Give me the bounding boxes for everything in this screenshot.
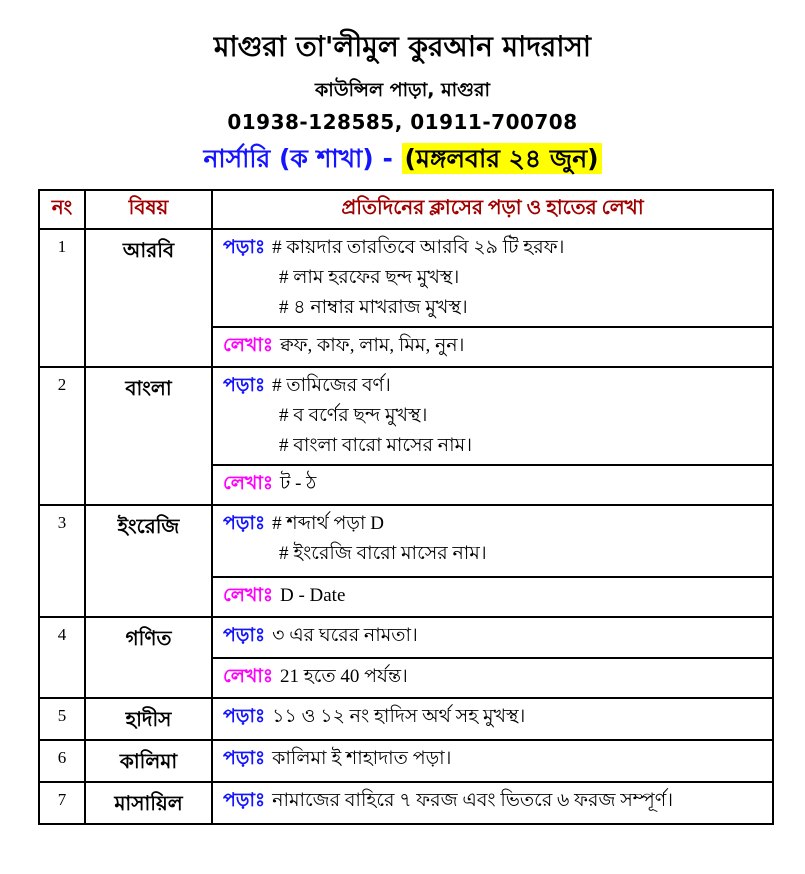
row-serial: 7 (39, 782, 85, 824)
table-row (39, 617, 773, 658)
header-serial: নং (39, 190, 85, 229)
pora-label: পড়াঃ (223, 625, 266, 646)
lekha-text: 21 হতে 40 পর্যন্ত। (279, 666, 408, 687)
row-serial: 6 (39, 740, 85, 782)
table-header-row (39, 190, 773, 229)
lekha-label: লেখাঃ (223, 666, 273, 687)
pora-line: # লাম হরফের ছন্দ মুখস্থ। (279, 267, 460, 288)
pora-cell (212, 367, 773, 465)
class-date-line (0, 143, 805, 175)
lekha-label: লেখাঃ (223, 473, 273, 494)
pora-line: কালিমা ই শাহাদাত পড়া। (272, 748, 452, 769)
class-name: নার্সারি (ক শাখা) - (203, 144, 402, 173)
table-row (39, 698, 773, 740)
pora-label: পড়াঃ (223, 790, 266, 811)
pora-cell (212, 617, 773, 658)
pora-line: # শব্দার্থ পড়া D (272, 513, 384, 534)
lekha-text: D - Date (279, 585, 346, 606)
lekha-label: লেখাঃ (223, 335, 273, 356)
row-subject: বাংলা (85, 367, 212, 505)
pora-cell (212, 740, 773, 782)
address-line: কাউন্সিল পাড়া, মাগুরা (315, 79, 490, 101)
row-serial: 3 (39, 505, 85, 617)
table-row (39, 367, 773, 465)
pora-line: # তামিজের বর্ণ। (272, 375, 391, 396)
row-subject: গণিত (85, 617, 212, 698)
pora-line: ৩ এর ঘরের নামতা। (272, 625, 418, 646)
row-subject: ইংরেজি (85, 505, 212, 617)
table-row (39, 229, 773, 327)
pora-line: # ব বর্ণের ছন্দ মুখস্থ। (279, 405, 428, 426)
lekha-text: ট - ঠ (279, 473, 317, 494)
row-subject: আরবি (85, 229, 212, 367)
table-row (39, 740, 773, 782)
row-serial: 5 (39, 698, 85, 740)
row-subject: মাসায়িল (85, 782, 212, 824)
pora-line: # ৪ নাম্বার মাখরাজ মুখস্থ। (279, 297, 468, 318)
header-lessons: প্রতিদিনের ক্লাসের পড়া ও হাতের লেখা (212, 190, 773, 229)
header-subject: বিষয় (85, 190, 212, 229)
row-serial: 1 (39, 229, 85, 367)
lekha-cell (212, 465, 773, 505)
pora-cell (212, 698, 773, 740)
pora-cell (212, 782, 773, 824)
pora-line: # কায়দার তারতিবে আরবি ২৯ টি হরফ। (272, 237, 565, 258)
lekha-cell (212, 658, 773, 698)
phone-numbers: 01938-128585, 01911-700708 (227, 110, 578, 134)
pora-label: পড়াঃ (223, 237, 266, 258)
pora-label: পড়াঃ (223, 513, 266, 534)
pora-label: পড়াঃ (223, 375, 266, 396)
row-serial: 2 (39, 367, 85, 505)
homework-table (38, 189, 774, 825)
pora-line: ১১ ও ১২ নং হাদিস অর্থ সহ মুখস্থ। (272, 706, 526, 727)
row-subject: হাদীস (85, 698, 212, 740)
pora-cell (212, 505, 773, 577)
pora-line: # ইংরেজি বারো মাসের নাম। (279, 543, 487, 564)
row-subject: কালিমা (85, 740, 212, 782)
table-row (39, 782, 773, 824)
pora-cell (212, 229, 773, 327)
row-serial: 4 (39, 617, 85, 698)
lekha-cell (212, 327, 773, 367)
lekha-label: লেখাঃ (223, 585, 273, 606)
page-title: মাগুরা তা'লীমুল কুরআন মাদরাসা (213, 30, 592, 63)
pora-line: নামাজের বাহিরে ৭ ফরজ এবং ভিতরে ৬ ফরজ সম্পূর্ণ। (272, 790, 674, 811)
pora-label: পড়াঃ (223, 748, 266, 769)
date-highlight: (মঙ্গলবার ২৪ জুন) (402, 143, 602, 174)
table-row (39, 505, 773, 577)
pora-line: # বাংলা বারো মাসের নাম। (279, 435, 473, 456)
lekha-cell (212, 577, 773, 617)
document-header (0, 30, 805, 175)
lekha-text: ক্বফ, কাফ, লাম, মিম, নুন। (279, 335, 465, 356)
pora-label: পড়াঃ (223, 706, 266, 727)
